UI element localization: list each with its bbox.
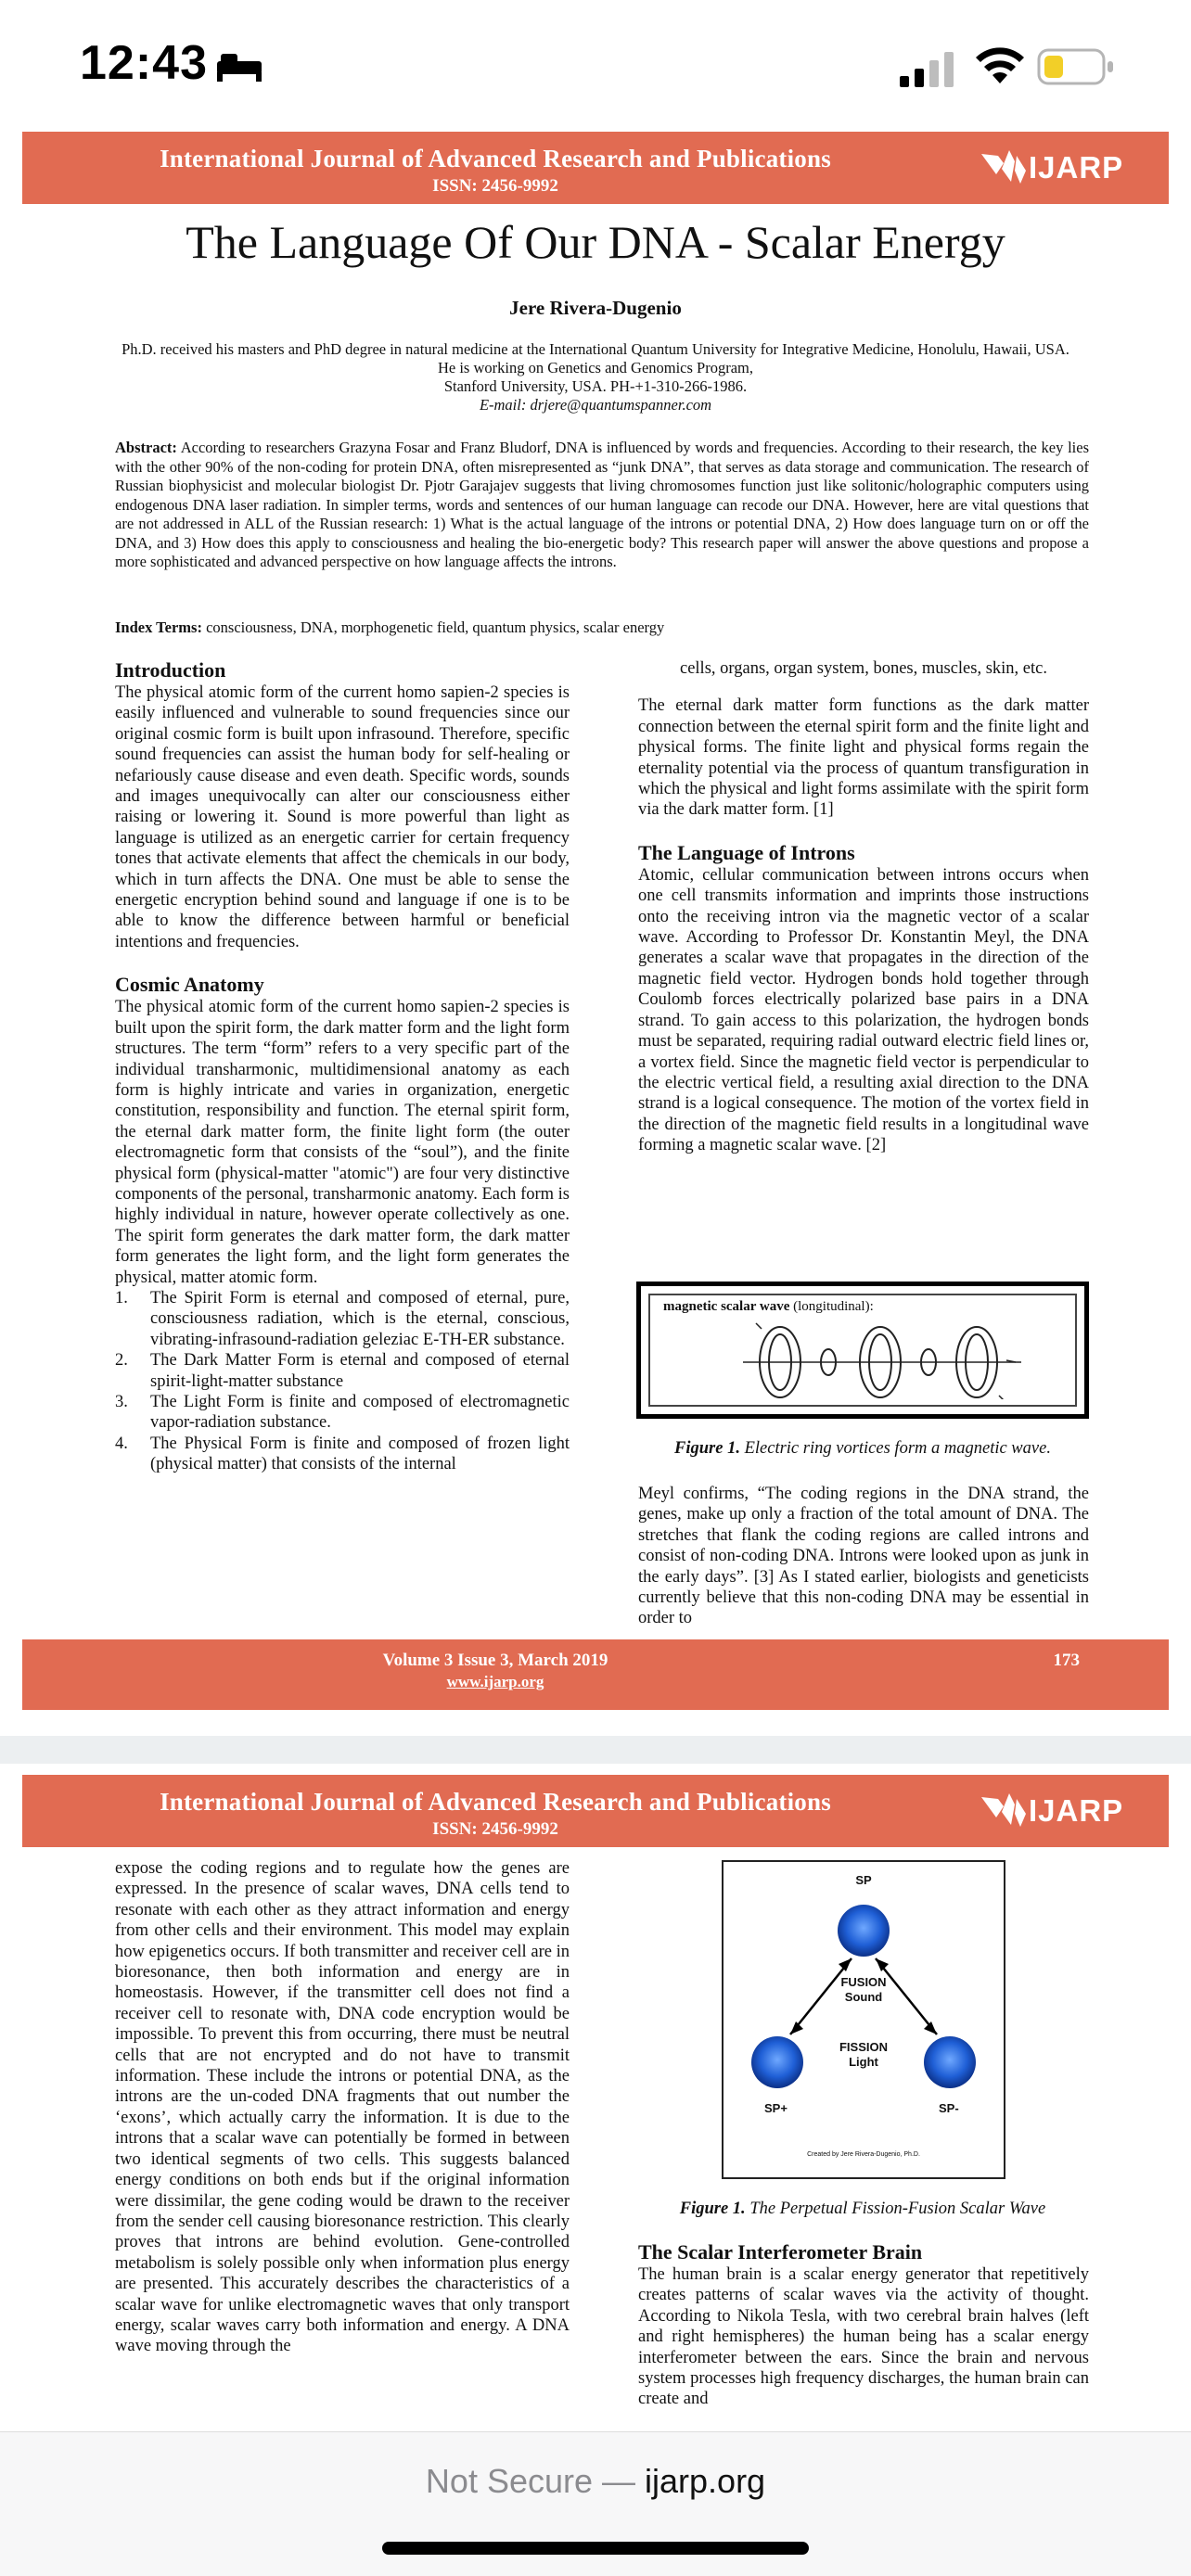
- browser-address-bar[interactable]: [0, 2431, 1191, 2576]
- fission-fusion-diagram: [724, 1862, 1004, 2177]
- url-host: ijarp.org: [645, 2462, 766, 2500]
- right-column: [638, 658, 1089, 1156]
- journal-title: International Journal of Advanced Research and Publications: [160, 145, 831, 172]
- journal-issn: ISSN: 2456-9992: [432, 176, 558, 196]
- status-bar: [0, 0, 1191, 132]
- left-column: [115, 658, 570, 1475]
- battery-low-icon: [1037, 48, 1115, 85]
- footer-volume: Volume 3 Issue 3, March 2019: [382, 1651, 608, 1670]
- list-text: The Light Form is finite and composed of electromagnetic vapor-radiation substance.: [150, 1393, 570, 1433]
- affiliation-line: Ph.D. received his masters and PhD degree in natural medicine at the International Quantum University for Integrative Medicine, Honolulu, Hawaii, USA. He is working on Genetics and Genomics Program,: [122, 340, 1069, 376]
- figure-caption-label: Figure 1.: [674, 1439, 740, 1458]
- affiliation-line: Stanford University, USA. PH-+1-310-266-1986.: [443, 377, 748, 395]
- figure-label-text: magnetic scalar wave: [663, 1299, 790, 1314]
- author-affiliation: [111, 340, 1080, 414]
- page-footer: [22, 1639, 1169, 1710]
- figure-caption-text: Electric ring vortices form a magnetic wave.: [744, 1439, 1051, 1458]
- list-item: [115, 1350, 570, 1392]
- section-heading-introduction: Introduction: [115, 658, 226, 682]
- section-heading-language-of-introns: The Language of Introns: [638, 840, 855, 864]
- sp-orb-icon: [838, 1905, 890, 1957]
- list-number: 2.: [115, 1351, 128, 1371]
- language-of-introns-text: Atomic, cellular communication between introns occurs when one cell transmits information and imprints those instructions onto the receiving intron via the magnetic vector of a scalar wave. According to Professor Dr. Konstantin Meyl, the DNA generates a scalar wave that propagates in the direction of the magnetic field vector. Hydrogen bonds hold together through Coulomb forces electrically polarized base pairs in a DNA strand. To gain access to this polarization, the hydrogen bonds must be separated, requiring radial outward electric field lines or, a vortex field. Since the magnetic field vector is perpendicular to the electric vertical field, a resulting axial direction to the DNA strand is a logical consequence. The motion of the vortex field in the direction of the magnetic field results in a longitudinal wave forming a magnetic scalar wave. [2]: [638, 865, 1089, 1155]
- status-time: 12:43: [80, 36, 208, 90]
- page-number: 173: [1053, 1651, 1080, 1670]
- section-heading-cosmic-anatomy: Cosmic Anatomy: [115, 973, 264, 997]
- label-fission-light: Light: [849, 2055, 878, 2069]
- right-column-continued: [638, 1484, 1089, 1629]
- label-fusion-title: FUSION: [840, 1975, 887, 1989]
- figure-label-paren: (longitudinal):: [793, 1299, 874, 1314]
- figure-frame: [648, 1294, 1077, 1407]
- list-continuation-text: cells, organs, organ system, bones, muscles, skin, etc.: [680, 659, 1047, 678]
- meyl-confirms-text: Meyl confirms, “The coding regions in the DNA strand, the genes, make up only a fraction of the total amount of DNA. The stretches that flank the coding regions are called introns and consist of non-coding DNA. Introns were looked upon as junk in the early days”. [3] As I stated earlier, biologists and geneticists currently believe that this non-coding DNA may be essential in order to: [638, 1485, 1089, 1628]
- list-number: 1.: [115, 1288, 128, 1307]
- paper-title: The Language Of Our DNA - Scalar Energy: [186, 216, 1005, 268]
- journal-header-banner: [22, 1775, 1169, 1847]
- list-number: 4.: [115, 1434, 128, 1453]
- label-fission: [724, 2040, 1004, 2070]
- wifi-icon: [974, 45, 1026, 85]
- label-sp: SP: [855, 1873, 872, 1887]
- sleep-mode-icon: [215, 50, 263, 82]
- scalar-brain-text: The human brain is a scalar energy generator that repetitively creates patterns of scalar waves via the activity of thought. According to Nikola Tesla, with two cerebral brain halves (left and right hemispheres) the human being has a scalar energy interferometer between the ears. Since the brain and nervous system processes high frequency discharges, the human brain can create and: [638, 2265, 1089, 2409]
- label-sp-minus: SP-: [939, 2101, 959, 2115]
- abstract-text: According to researchers Grazyna Fosar and Franz Bludorf, DNA is influenced by words and frequencies. According to their research, the key lies with the other 90% of the non-coding for protein DNA, often misrepresented as “junk DNA”, that serves as data storage and communication. The research of Russian biophysicist and molecular biologist Dr. Pjotr Garajajev suggests that living chromosomes function just like solitonic/holographic computers using endogenous DNA laser radiation. In simpler terms, words and sentences of our human language can recode our DNA. However, here are vital questions that are not addressed in ALL of the Russian research: 1) What is the actual language of the introns or potential DNA, 2) How does language turn on or off the DNA, and 3) How does this apply to consciousness and healing the bio-energetic body? This research paper will answer the above questions and propose a more sophisticated and advanced perspective on how language affects the introns.: [115, 439, 1089, 570]
- vortex-rings-diagram: [650, 1316, 1069, 1399]
- cosmic-anatomy-text: The physical atomic form of the current homo sapien-2 species is built upon the spirit form, the dark matter form and the light form structures. The term “form” refers to a very specific part of the individual transharmonic, multidimensional anatomy as each form is highly intricate and varies in organization, energetic constitution, responsibility and function. The eternal spirit form, the eternal dark matter form, the finite light form (the outer electromagnetic form that consists of the “soul”), and the finite physical form (physical-matter "atomic") are four very distinctive components of the personal, transharmonic anatomy. Each form is highly individual in nature, however operate collectively as one. The spirit form generates the dark matter form, the dark matter form generates the light form, and the light form generates the physical, matter atomic form.: [115, 998, 570, 1287]
- label-fusion: [724, 1975, 1004, 2005]
- author-name: Jere Rivera-Dugenio: [509, 297, 682, 319]
- ijarp-logo-text: IJARP: [1029, 150, 1124, 185]
- url-display[interactable]: [0, 2462, 1191, 2501]
- label-fusion-sound: Sound: [844, 1990, 883, 2004]
- figure-2-caption: [636, 2200, 1089, 2219]
- figure-1-caption: [636, 1439, 1089, 1459]
- abstract-label: Abstract:: [115, 439, 177, 456]
- security-status: Not Secure —: [425, 2462, 646, 2500]
- figure-caption-text: The Perpetual Fission-Fusion Scalar Wave: [749, 2200, 1046, 2218]
- figure-label: [663, 1299, 874, 1315]
- list-number: 3.: [115, 1393, 128, 1411]
- left-column: [115, 1858, 570, 2357]
- list-text: The Physical Form is finite and composed of frozen light (physical matter) that consists of the internal: [150, 1434, 570, 1474]
- abstract: [115, 439, 1089, 572]
- index-terms-text: consciousness, DNA, morphogenetic field, quantum physics, scalar energy: [206, 618, 665, 636]
- home-indicator[interactable]: [382, 2542, 809, 2555]
- list-text: The Dark Matter Form is eternal and composed of eternal spirit-light-matter substance: [150, 1351, 570, 1391]
- dark-matter-text: The eternal dark matter form functions as the dark matter connection between the eternal spirit form and the finite light and physical forms. The finite light and physical forms regain the eternality potential via the process of quantum transfiguration in which the physical and light forms assimilate with the spirit form via the dark matter form. [1]: [638, 696, 1089, 820]
- pdf-page-2: [0, 1764, 1191, 2431]
- list-item: [115, 1288, 570, 1350]
- figure-credit: Created by Jere Rivera-Dugenio, Ph.D.: [807, 2151, 920, 2158]
- label-fission-title: FISSION: [839, 2040, 888, 2054]
- right-column: [638, 2240, 1089, 2410]
- figure-magnetic-scalar-wave: [636, 1282, 1089, 1419]
- label-sp-plus: SP+: [764, 2101, 788, 2115]
- ijarp-logo-text: IJARP: [1029, 1793, 1124, 1828]
- figure-fission-fusion: [722, 1860, 1005, 2179]
- list-item: [115, 1434, 570, 1475]
- index-terms: [115, 618, 1089, 637]
- journal-title: International Journal of Advanced Research and Publications: [160, 1788, 831, 1816]
- scalar-resonance-text: expose the coding regions and to regulate how the genes are expressed. In the presence of scalar waves, DNA cells tend to resonate with each other as they attract information and energy from other cells and their environment. This model may explain how epigenetics occurs. If both transmitter and receiver cell are in bioresonance, then both information and energy are in homeostasis. However, if the transmitter cell does not find a receiver cell to resonate with, DNA code encryption would be impossible. To prevent this from occurring, there must be neutral cells that are not encrypted and do not have to transmit information. These include the introns or potential DNA, as the introns are the un-coded DNA fragments that out number the ‘exons’, which actually carry the information. It is due to the introns that a scalar wave can potentially be formed in between two identical segments of two cells. This suggests balanced energy conditions on both ends but if the original information were dissimilar, the gene coding would be drawn to the receiver from the sender cell causing bioresonance restriction. This clearly proves that introns are behind evolution. Gene-controlled metabolism is solely possible only when information plus energy are presented. This accurately describes the characteristics of a scalar wave for unlike electromagnetic waves that only transport energy, scalar waves carry both information and energy. A DNA wave moving through the: [115, 1859, 570, 2356]
- list-item: [115, 1392, 570, 1434]
- journal-header-banner: [22, 132, 1169, 204]
- section-heading-scalar-interferometer-brain: The Scalar Interferometer Brain: [638, 2240, 923, 2264]
- cellular-signal-icon: [900, 50, 954, 87]
- forms-list: [115, 1288, 570, 1475]
- footer-url-link[interactable]: www.ijarp.org: [446, 1673, 544, 1690]
- journal-issn: ISSN: 2456-9992: [432, 1819, 558, 1839]
- introduction-text: The physical atomic form of the current homo sapien-2 species is easily influenced and vulnerable to sound frequencies since our original cosmic form is built upon infrasound. Therefore, specific sound frequencies can assist the human body for self-healing or nefariously cause disease and even death. Specific words, sounds and images unequivocally can alter our consciousness either raising or lowering it. Sound is more powerful than light as language is utilized as an energetic carrier for certain frequency tones that activate elements that affect the chemicals in our body, which in turn affects the DNA. One must be able to sense the energetic encryption behind sound and language if one is to be able to know the difference between harmful or beneficial intentions and frequencies.: [115, 683, 570, 951]
- index-terms-label: Index Terms:: [115, 618, 202, 636]
- figure-caption-label: Figure 1.: [679, 2200, 746, 2218]
- pdf-page-1: [0, 132, 1191, 1736]
- author-email: E-mail: drjere@quantumspanner.com: [479, 396, 712, 414]
- list-text: The Spirit Form is eternal and composed of eternal, pure, consciousness radiation, which is the eternal, conscious, vibrating-infrasound-radiation geleziac E-TH-ER substance.: [150, 1288, 570, 1349]
